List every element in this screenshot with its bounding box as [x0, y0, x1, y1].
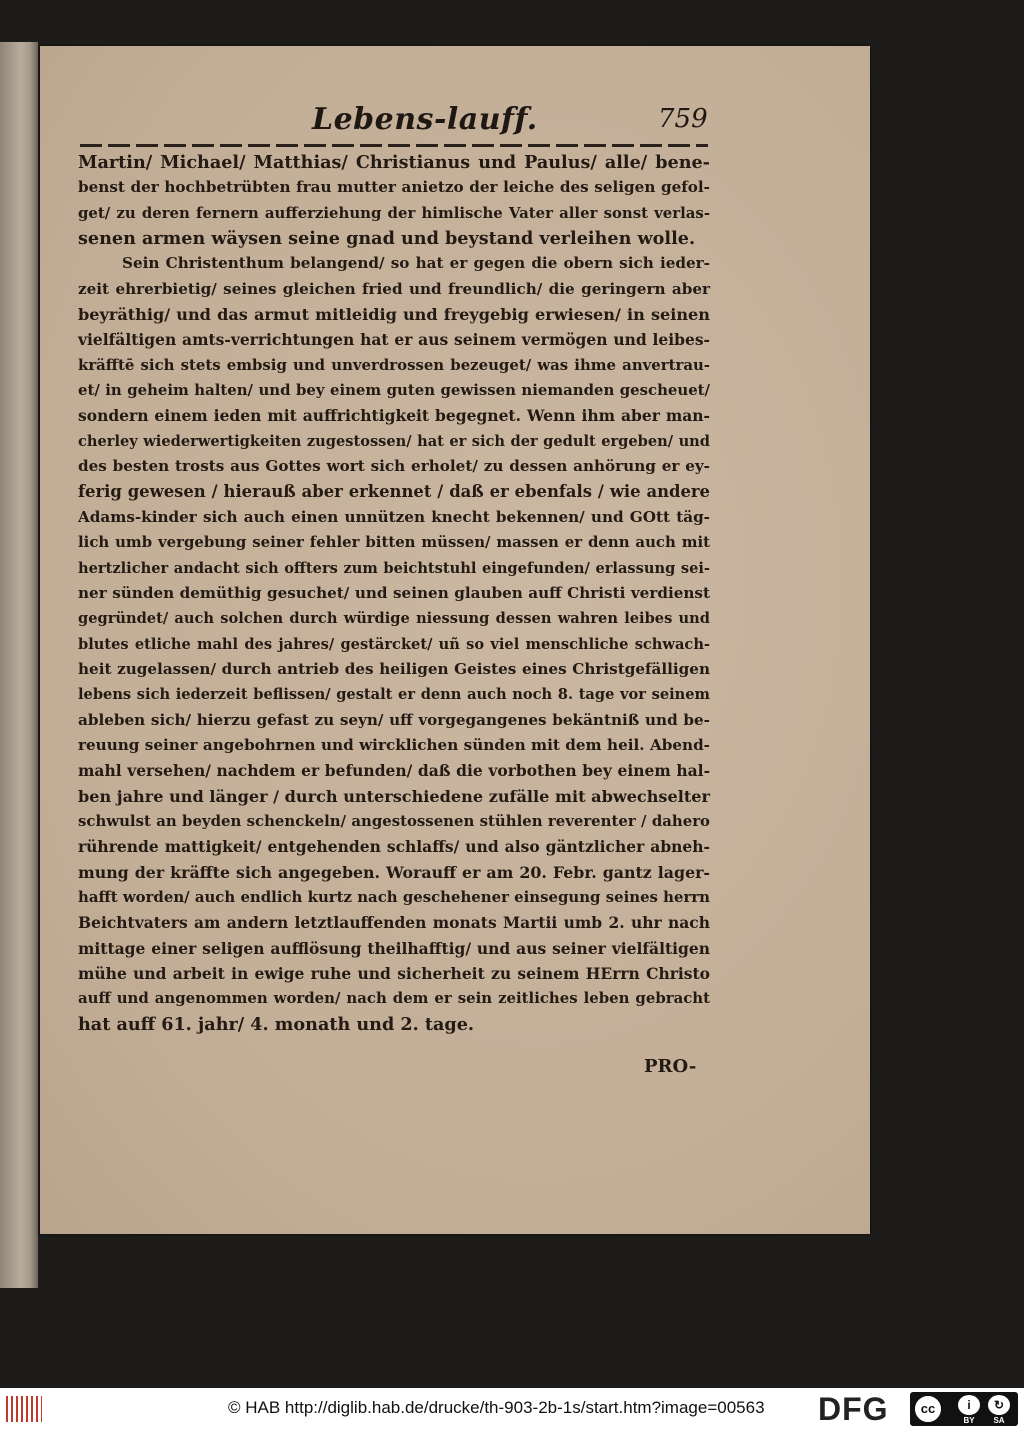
text-line: reuung seiner angebohrnen und wircklichen sünden mit dem heil. Abend- — [78, 735, 710, 754]
text-line: Adams-kinder sich auch einen unnützen knecht bekennen/ und GOtt täg- — [78, 507, 710, 526]
text-line: beyräthig/ und das armut mitleidig und freygebig erwiesen/ in seinen — [78, 305, 710, 325]
cc-by-sa-icon[interactable] — [910, 1392, 1018, 1426]
text-line: des besten trosts aus Gottes wort sich erholet/ zu dessen anhörung er ey- — [78, 457, 710, 476]
viewer-footer — [0, 1388, 1024, 1430]
running-header: Lebens-lauff. — [312, 102, 538, 137]
text-line: Martin/ Michael/ Matthias/ Christianus und Paulus/ alle/ bene- — [78, 152, 710, 173]
text-line: senen armen wäysen seine gnad und beystand verleihen wolle. — [78, 228, 696, 250]
text-line: hafft worden/ auch endlich kurtz nach geschehener einsegung seines herrn — [78, 887, 710, 906]
text-line: benst der hochbetrübten frau mutter anietzo der leiche des seligen gefol- — [78, 178, 710, 197]
body-text — [78, 150, 710, 1037]
text-line: auff und angenommen worden/ nach dem er sein zeitliches leben gebracht — [78, 989, 710, 1008]
citation-link[interactable]: © HAB http://diglib.hab.de/drucke/th-903-2b-1s/start.htm?image=00563 — [228, 1398, 765, 1417]
sa-label: SA — [993, 1416, 1005, 1425]
text-line: cherley wiederwertigkeiten zugestossen/ hat er sich der gedult ergeben/ und — [78, 432, 710, 450]
header-rule — [80, 144, 708, 147]
by-label: BY — [963, 1416, 975, 1425]
text-line: blutes etliche mahl des jahres/ gestärcket/ uñ so viel menschliche schwach- — [78, 635, 710, 653]
text-line: schwulst an beyden schenckeln/ angestossenen stühlen reverenter / dahero — [78, 811, 710, 830]
text-line: mahl versehen/ nachdem er befunden/ daß die vorbothen bey einem hal- — [78, 761, 710, 781]
text-line: ben jahre und länger / durch unterschiedene zufälle mit abwechselter — [78, 786, 710, 806]
text-line: lebens sich iederzeit beflissen/ gestalt er denn auch noch 8. tage vor seinem — [78, 686, 710, 704]
text-line: sondern einem ieden mit auffrichtigkeit begegnet. Wenn ihm aber man- — [78, 406, 710, 426]
share-alike-icon: ↻ — [988, 1395, 1010, 1415]
text-line: hertzlicher andacht sich offters zum beichtstuhl eingefunden/ erlassung sei- — [78, 559, 710, 577]
text-line: hat auff 61. jahr/ 4. monath und 2. tage. — [78, 1013, 475, 1035]
page-number: 759 — [658, 104, 708, 134]
hab-barcode-logo-icon[interactable] — [6, 1396, 42, 1422]
text-line: ableben sich/ hierzu gefast zu seyn/ uff vorgegangenes bekäntniß und be- — [78, 710, 710, 729]
text-line: Sein Christenthum belangend/ so hat er gegen die obern sich ieder- — [122, 254, 710, 273]
catchword: PRO- — [644, 1056, 697, 1077]
attribution-icon: i — [958, 1395, 980, 1415]
text-line: et/ in geheim halten/ und bey einem guten gewissen niemanden gescheuet/ — [78, 381, 710, 400]
text-line: Beichtvaters am andern letztlauffenden monats Martii umb 2. uhr nach — [78, 913, 710, 933]
dfg-logo[interactable]: DFG — [818, 1391, 889, 1427]
text-line: get/ zu deren fernern aufferziehung der himlische Vater aller sonst verlas- — [78, 203, 710, 222]
text-line: kräfftē sich stets embsig und unverdrossen bezeuget/ was ihme anvertrau- — [78, 355, 710, 374]
text-line: zeit ehrerbietig/ seines gleichen fried und freundlich/ die geringern aber — [78, 279, 710, 298]
text-line: mung der kräffte sich angegeben. Worauff er am 20. Febr. gantz lager- — [78, 862, 710, 882]
text-line: ferig gewesen / hierauß aber erkennet / daß er ebenfals / wie andere — [78, 482, 710, 502]
text-line: gegründet/ auch solchen durch würdige niessung dessen wahren leibes und — [78, 610, 710, 628]
text-line: mittage einer seligen aufflösung theilhafftig/ und aus seiner vielfältigen — [78, 938, 710, 958]
previous-page-edge — [0, 42, 38, 1288]
text-line: lich umb vergebung seiner fehler bitten müssen/ massen er denn auch mit — [78, 533, 710, 552]
book-page — [40, 46, 870, 1234]
text-line: vielfältigen amts-verrichtungen hat er aus seinem vermögen und leibes- — [78, 330, 710, 350]
text-line: heit zugelassen/ durch antrieb des heiligen Geistes eines Christgefälligen — [78, 659, 710, 678]
text-line: ner sünden demüthig gesuchet/ und seinen glauben auff Christi verdienst — [78, 583, 710, 602]
text-line: mühe und arbeit in ewige ruhe und sicherheit zu seinem HErrn Christo — [78, 964, 710, 983]
text-line: rührende mattigkeit/ entgehenden schlaffs/ und also gäntzlicher abneh- — [78, 837, 710, 857]
cc-icon: cc — [913, 1394, 943, 1424]
